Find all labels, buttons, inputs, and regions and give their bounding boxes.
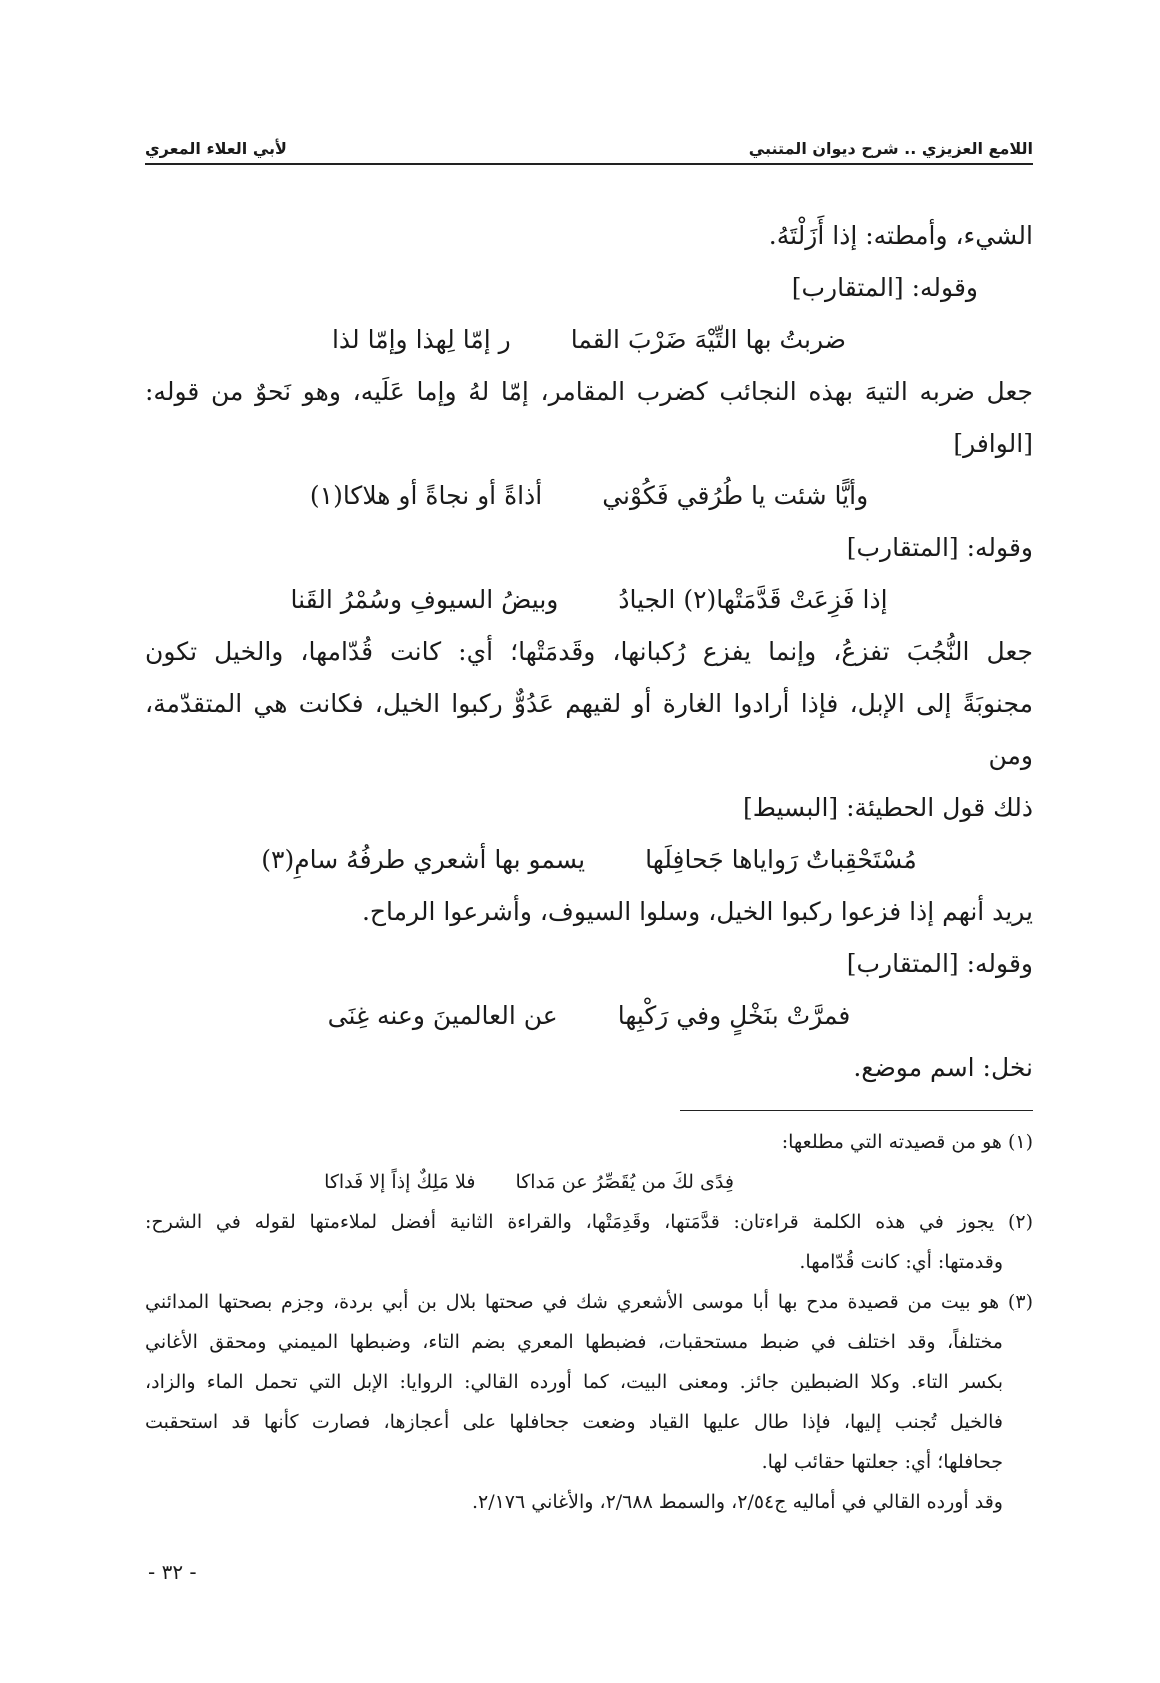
page-number: - ٣٢ - (148, 1560, 197, 1584)
verse-first-hemistich: وأيًّا شئت يا طُرُقي فَكُوْني (602, 481, 869, 510)
verse-first-hemistich: فمرَّتْ بنَخْلٍ وفي رَكْبِها (617, 1001, 851, 1030)
footnote-3-source: وقد أورده القالي في أماليه ج٢/٥٤، والسمط ٢/٦٨٨، والأغاني ٢/١٧٦. (471, 1491, 1003, 1513)
paragraph-line: جعل النُّجُبَ تفزعُ، وإنما يفزع رُكبانها، وقَدمَتْها؛ أي: كانت قُدّامها، والخيل تكون (145, 637, 1033, 666)
verse-first-hemistich: ضربتُ بها التِّيْهَ ضَرْبَ القما (570, 325, 847, 354)
main-text (145, 210, 1033, 1094)
verse-first-hemistich: مُسْتَحْقِباتٌ رَواياها جَحافِلَها (645, 845, 917, 874)
verse-line (145, 470, 1033, 522)
running-header (145, 122, 1033, 158)
verse-line (145, 314, 1033, 366)
header-rule (145, 163, 1033, 165)
paragraph-line: نخل: اسم موضع. (853, 1053, 1033, 1082)
verse-first-hemistich: فِدًى لكَ من يُقَصِّرُ عن مَداكا (515, 1171, 734, 1193)
footnote-rule (680, 1110, 1033, 1111)
verse-second-hemistich: فلا مَلِكٌ إذاً إلا فَداكا (324, 1171, 476, 1193)
verse-second-hemistich: أذاةً أو نجاةً أو هلاكا(١) (309, 481, 543, 510)
header-book-title: اللامع العزيزي .. شرح ديوان المتنبي (748, 139, 1033, 158)
paragraph-line: يريد أنهم إذا فزعوا ركبوا الخيل، وسلوا السيوف، وأشرعوا الرماح. (361, 897, 1033, 926)
meter-label: وقوله: [المتقارب] (846, 533, 1033, 562)
footnote-3: (٣) هو بيت من قصيدة مدح بها أبا موسى الأشعري شك في صحتها بلال بن أبي بردة، وجزم بصحتها المدائني (145, 1291, 1033, 1313)
verse-first-hemistich: إذا فَزِعَتْ قَدَّمَتْها(٢) الجيادُ (618, 585, 888, 614)
paragraph-line: جعل ضربه التيهَ بهذه النجائب كضرب المقامر، إمّا لهُ وإما عَلَيه، وهو نَحوٌ من قوله: [الوافر] (145, 377, 1033, 458)
paragraph-line: مجنوبَةً إلى الإبل، فإذا أرادوا الغارة أو لقيهم عَدُوٌّ ركبوا الخيل، فكانت هي المتقدّمة، ومن (145, 689, 1033, 770)
footnote-3-continuation: بكسر التاء. وكلا الضبطين جائز. ومعنى البيت، كما أورده القالي: الروايا: الإبل التي تحمل الماء والزاد، (145, 1371, 1003, 1393)
verse-second-hemistich: يسمو بها أشعري طرفُهُ سامِ(٣) (261, 845, 586, 874)
footnotes (145, 1122, 1033, 1522)
paragraph-line: الشيء، وأمطته: إذا أَزَلْتَهُ. (768, 221, 1033, 250)
footnote-3-continuation: جحافلها؛ أي: جعلتها حقائب لها. (761, 1451, 1003, 1473)
verse-line (145, 574, 1033, 626)
footnote-1: (١) هو من قصيدته التي مطلعها: (781, 1131, 1033, 1153)
paragraph-line: ذلك قول الحطيئة: [البسيط] (742, 793, 1033, 822)
meter-label: وقوله: [المتقارب] (791, 273, 978, 302)
verse-second-hemistich: وبيضُ السيوفِ وسُمْرُ القَنا (290, 585, 559, 614)
verse-line (145, 834, 1033, 886)
footnote-verse (145, 1162, 1033, 1202)
verse-second-hemistich: ر إمّا لِهذا وإمّا لذا (331, 325, 511, 354)
footnote-3-continuation: فالخيل تُجنب إليها، فإذا طال عليها القياد وضعت جحافلها على أعجازها، فصارت كأنها قد استحقبت (145, 1411, 1003, 1433)
footnote-3-continuation: مختلفاً، وقد اختلف في ضبط مستحقبات، فضبطها المعري بضم التاء، وضبطها الميمني ومحقق الأغاني (145, 1331, 1003, 1353)
footnote-2: (٢) يجوز في هذه الكلمة قراءتان: قدَّمَتها، وقَدِمَتْها، والقراءة الثانية أفضل لملاءمتها لقوله في الشرح: (145, 1211, 1033, 1233)
meter-label: وقوله: [المتقارب] (846, 949, 1033, 978)
verse-line (145, 990, 1033, 1042)
header-author: لأبي العلاء المعري (145, 139, 287, 158)
footnote-2-continuation: وقدمتها: أي: كانت قُدّامها. (799, 1251, 1003, 1273)
verse-second-hemistich: عن العالمينَ وعنه غِنَى (327, 1001, 558, 1030)
